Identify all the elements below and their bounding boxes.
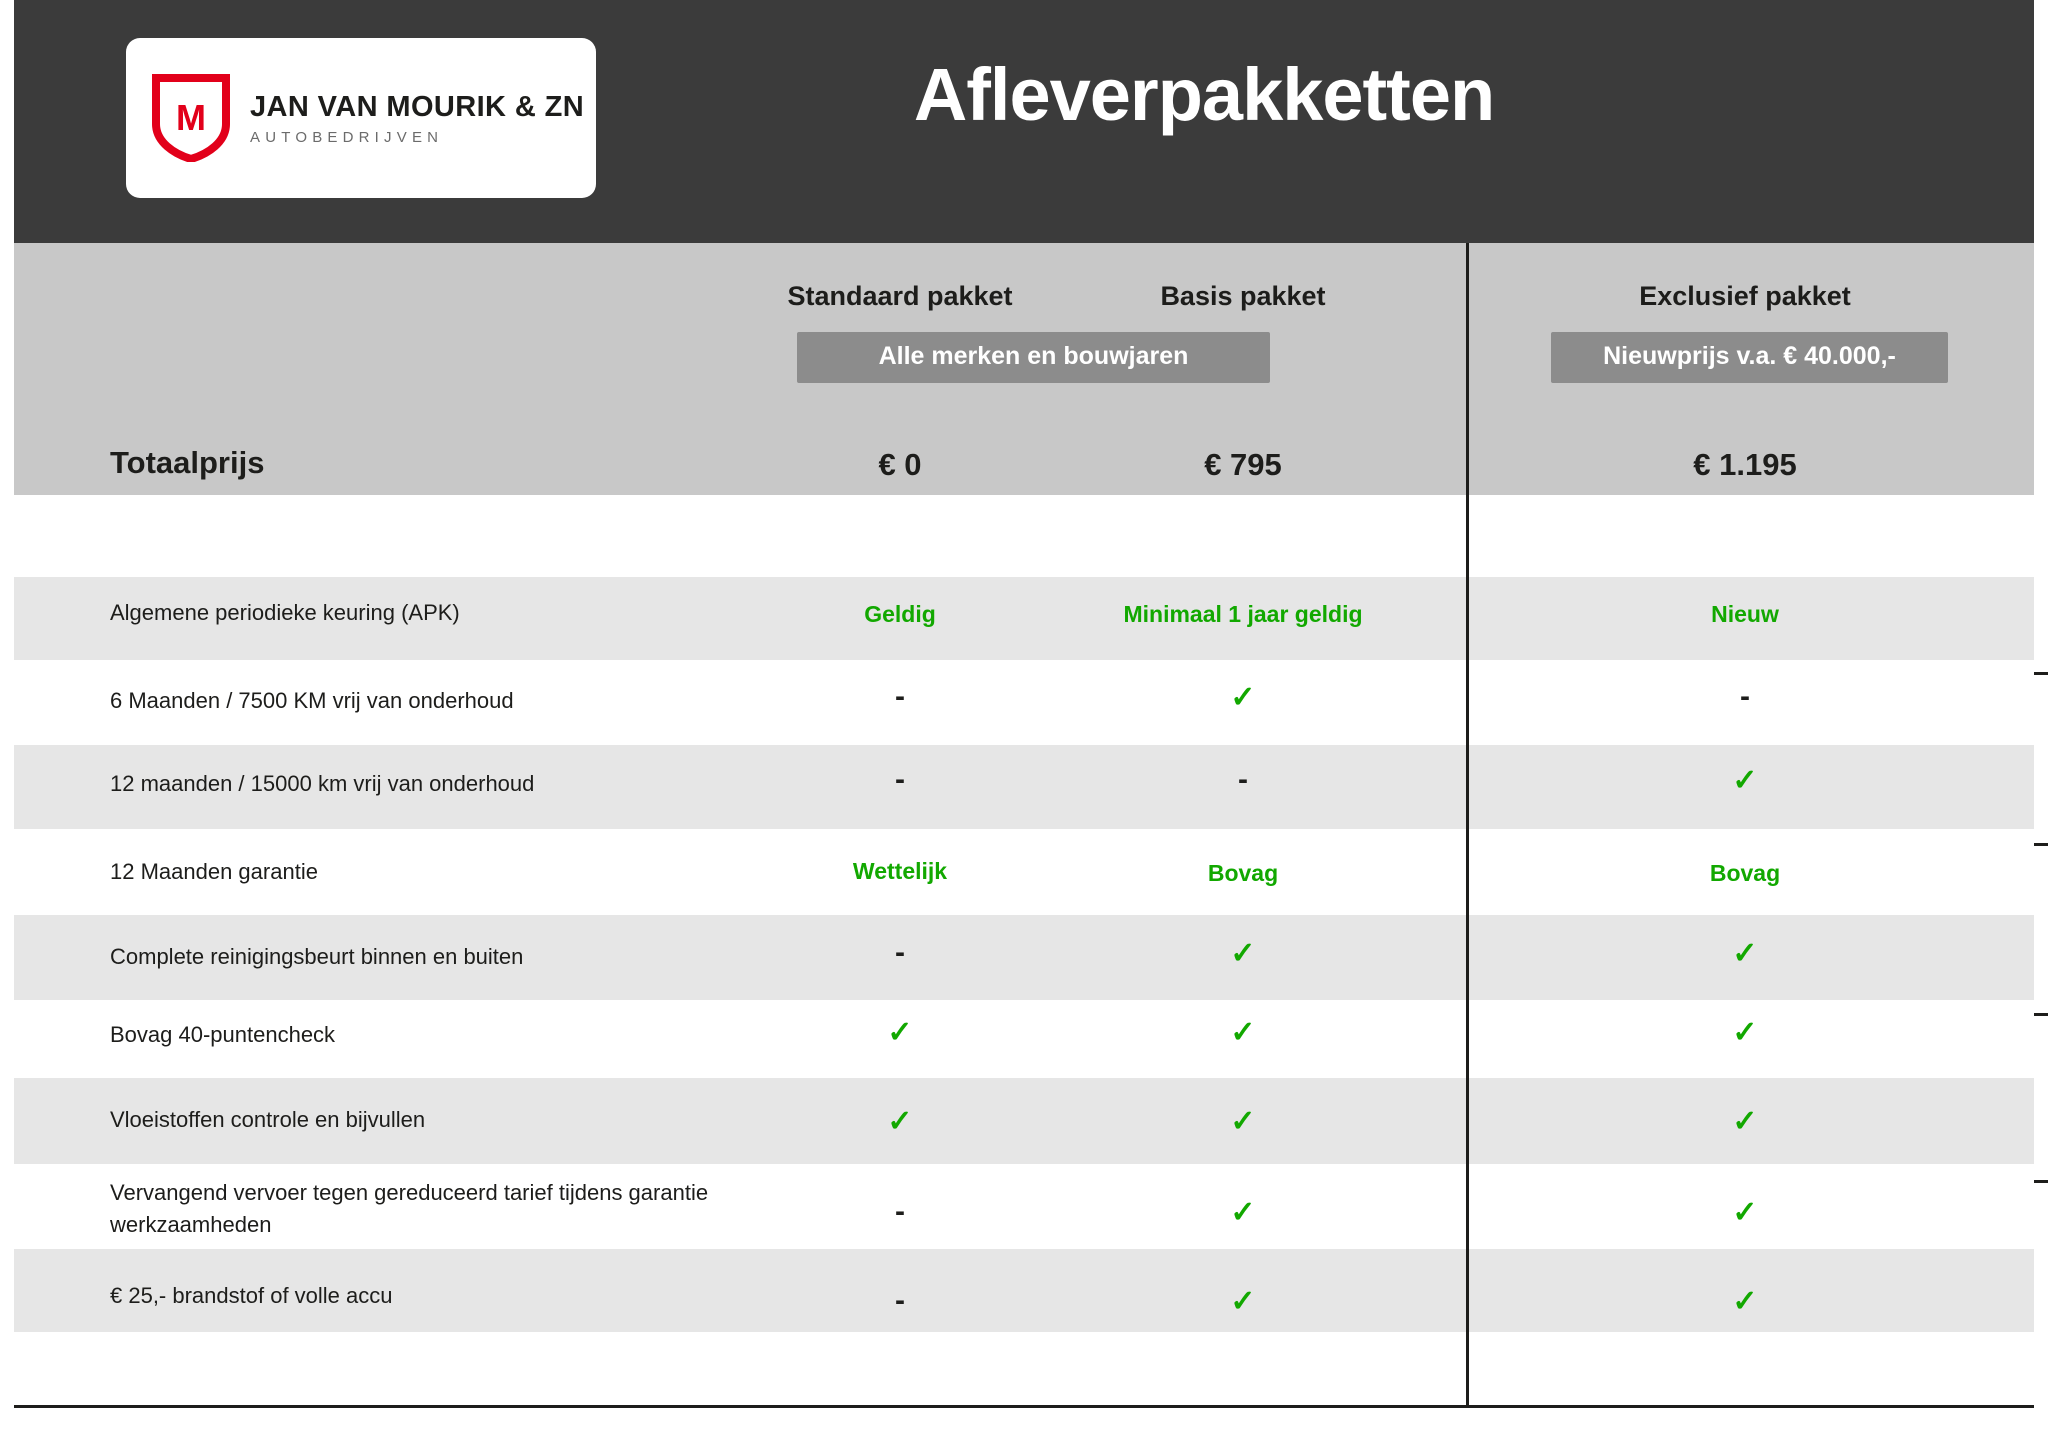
row-value-basis: ✓	[1230, 1105, 1256, 1138]
row-value-standaard: -	[895, 680, 905, 713]
edge-tick	[2034, 672, 2048, 675]
table-bottom-rule	[14, 1405, 2034, 1408]
row-value-exclusief: ✓	[1732, 1105, 1758, 1138]
edge-tick	[2034, 1013, 2048, 1016]
row-label: 6 Maanden / 7500 KM vrij van onderhoud	[110, 688, 514, 713]
row-value-basis: ✓	[1230, 937, 1256, 970]
row-label: Bovag 40-puntencheck	[110, 1022, 336, 1047]
svg-text:M: M	[176, 97, 206, 138]
price-basis: € 795	[1204, 447, 1282, 482]
row-label: 12 Maanden garantie	[110, 859, 318, 884]
column-divider	[1466, 243, 1469, 1405]
row-value-exclusief: ✓	[1732, 1196, 1758, 1229]
row-value-basis: -	[1238, 763, 1248, 796]
logo-company-name: JAN VAN MOURIK & ZN	[250, 90, 585, 123]
row-label: 12 maanden / 15000 km vrij van onderhoud	[110, 771, 535, 796]
row-label: Algemene periodieke keuring (APK)	[110, 600, 460, 625]
row-value-exclusief: ✓	[1732, 1016, 1758, 1049]
row-label: Vloeistoffen controle en bijvullen	[110, 1107, 426, 1132]
row-value-basis: Bovag	[1207, 860, 1279, 886]
row-value-exclusief: ✓	[1732, 937, 1758, 970]
row-value-exclusief: ✓	[1732, 1285, 1758, 1318]
badge-standaard-note: Alle merken en bouwjaren	[797, 332, 1270, 383]
row-value-standaard: -	[895, 1284, 905, 1317]
row-value-exclusief: Nieuw	[1711, 601, 1779, 627]
row-label: € 25,- brandstof of volle accu	[110, 1283, 393, 1308]
total-price-row-label: Totaalprijs	[110, 445, 265, 480]
edge-tick	[2034, 1180, 2048, 1183]
column-header-exclusief: Exclusief pakket	[1639, 281, 1851, 311]
row-value-exclusief: ✓	[1732, 764, 1758, 797]
badge-exclusief-note: Nieuwprijs v.a. € 40.000,-	[1551, 332, 1948, 383]
price-exclusief: € 1.195	[1693, 447, 1797, 482]
row-value-basis: ✓	[1230, 1016, 1256, 1049]
row-value-basis: ✓	[1230, 681, 1256, 714]
page-title: Afleverpakketten	[913, 53, 1495, 136]
column-header-standaard: Standaard pakket	[787, 281, 1013, 311]
row-value-standaard: -	[895, 1195, 905, 1228]
row-value-basis: ✓	[1230, 1196, 1256, 1229]
row-value-exclusief: -	[1740, 680, 1750, 713]
row-value-standaard: Geldig	[864, 601, 936, 627]
table-footer-band	[14, 1332, 2034, 1405]
column-header-basis: Basis pakket	[1160, 281, 1326, 311]
row-value-basis: Minimaal 1 jaar geldig	[1123, 601, 1363, 627]
row-value-standaard: Wettelijk	[852, 858, 948, 884]
table-gap-band	[14, 495, 2034, 577]
row-value-standaard: ✓	[887, 1105, 913, 1138]
row-label: Complete reinigingsbeurt binnen en buiten	[110, 944, 524, 969]
edge-tick	[2034, 843, 2048, 846]
row-value-standaard: -	[895, 763, 905, 796]
row-value-basis: ✓	[1230, 1285, 1256, 1318]
document-header	[14, 0, 2034, 243]
row-value-standaard: -	[895, 936, 905, 969]
logo-company-subtitle: AUTOBEDRIJVEN	[250, 128, 444, 146]
price-standaard: € 0	[878, 447, 922, 482]
row-value-standaard: ✓	[887, 1016, 913, 1049]
row-label: Vervangend vervoer tegen gereduceerd tarief tijdens garantie werkzaamheden	[110, 1180, 709, 1237]
row-value-exclusief: Bovag	[1709, 860, 1781, 886]
